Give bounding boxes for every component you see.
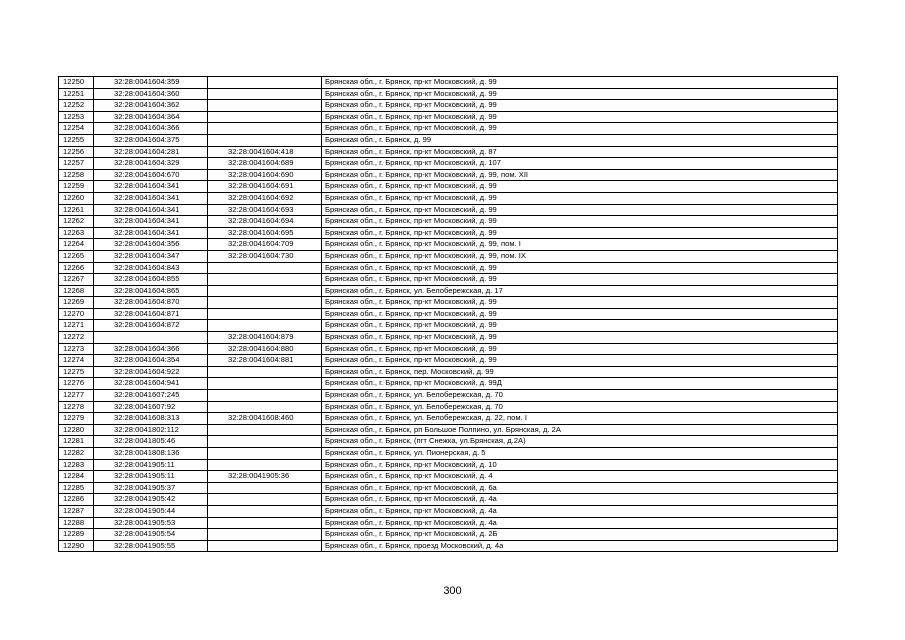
cadastral-number-cell: 32:28:0041802:112	[94, 424, 208, 436]
linked-cadastral-number-cell: 32:28:0041604:691	[208, 181, 322, 193]
row-number-cell: 12258	[59, 169, 94, 181]
address-cell: Брянская обл., г. Брянск, пр-кт Московский, д. 99	[322, 100, 838, 112]
table-row	[59, 401, 838, 413]
linked-cadastral-number-cell	[208, 517, 322, 529]
address-cell: Брянская обл., г. Брянск, пр-кт Московский, д. 99	[322, 308, 838, 320]
row-number-cell: 12256	[59, 146, 94, 158]
row-number-cell: 12262	[59, 216, 94, 228]
row-number-cell: 12272	[59, 332, 94, 344]
linked-cadastral-number-cell	[208, 123, 322, 135]
linked-cadastral-number-cell	[208, 424, 322, 436]
address-cell: Брянская обл., г. Брянск, рп Большое Полпино, ул. Брянская, д. 2А	[322, 424, 838, 436]
cadastral-number-cell: 32:28:0041604:870	[94, 297, 208, 309]
row-number-cell: 12263	[59, 227, 94, 239]
table-row	[59, 250, 838, 262]
linked-cadastral-number-cell	[208, 540, 322, 552]
address-cell: Брянская обл., г. Брянск, пр-кт Московский, д. 4а	[322, 505, 838, 517]
cadastral-number-cell: 32:28:0041604:360	[94, 88, 208, 100]
row-number-cell: 12285	[59, 482, 94, 494]
linked-cadastral-number-cell	[208, 308, 322, 320]
cadastral-number-cell: 32:28:0041604:922	[94, 366, 208, 378]
row-number-cell: 12289	[59, 529, 94, 541]
cadastral-number-cell: 32:28:0041604:843	[94, 262, 208, 274]
cadastral-number-cell: 32:28:0041604:670	[94, 169, 208, 181]
address-cell: Брянская обл., г. Брянск, (пгт Снежка, ул.Брянская, д.2А)	[322, 436, 838, 448]
table-row	[59, 332, 838, 344]
address-cell: Брянская обл., г. Брянск, ул. Белобережская, д. 22, пом. I	[322, 413, 838, 425]
register-table-body	[59, 77, 838, 552]
address-cell: Брянская обл., г. Брянск, пр-кт Московский, д. 4а	[322, 494, 838, 506]
linked-cadastral-number-cell	[208, 401, 322, 413]
address-cell: Брянская обл., г. Брянск, ул. Белобережская, д. 70	[322, 401, 838, 413]
row-number-cell: 12257	[59, 158, 94, 170]
address-cell: Брянская обл., г. Брянск, пр-кт Московский, д. 99	[322, 355, 838, 367]
table-row	[59, 285, 838, 297]
linked-cadastral-number-cell	[208, 77, 322, 89]
cadastral-number-cell: 32:28:0041604:341	[94, 204, 208, 216]
linked-cadastral-number-cell	[208, 482, 322, 494]
row-number-cell: 12287	[59, 505, 94, 517]
table-row	[59, 134, 838, 146]
table-row	[59, 378, 838, 390]
table-row	[59, 413, 838, 425]
linked-cadastral-number-cell: 32:28:0041604:693	[208, 204, 322, 216]
linked-cadastral-number-cell	[208, 297, 322, 309]
address-cell: Брянская обл., г. Брянск, пр-кт Московский, д. 99	[322, 192, 838, 204]
address-cell: Брянская обл., г. Брянск, пр-кт Московский, д. 99	[322, 227, 838, 239]
page-number: 300	[443, 585, 462, 597]
address-cell: Брянская обл., г. Брянск, пр-кт Московский, д. 99	[322, 332, 838, 344]
linked-cadastral-number-cell: 32:28:0041604:879	[208, 332, 322, 344]
table-row	[59, 123, 838, 135]
linked-cadastral-number-cell	[208, 262, 322, 274]
table-row	[59, 181, 838, 193]
table-row	[59, 227, 838, 239]
linked-cadastral-number-cell	[208, 448, 322, 460]
cadastral-number-cell: 32:28:0041604:329	[94, 158, 208, 170]
cadastral-number-cell: 32:28:0041604:871	[94, 308, 208, 320]
row-number-cell: 12265	[59, 250, 94, 262]
address-cell: Брянская обл., г. Брянск, пр-кт Московский, д. 99	[322, 123, 838, 135]
address-cell: Брянская обл., г. Брянск, пр-кт Московский, д. 107	[322, 158, 838, 170]
linked-cadastral-number-cell	[208, 285, 322, 297]
cadastral-number-cell: 32:28:0041805:46	[94, 436, 208, 448]
table-row	[59, 529, 838, 541]
address-cell: Брянская обл., г. Брянск, пр-кт Московский, д. 99	[322, 297, 838, 309]
linked-cadastral-number-cell: 32:28:0041604:692	[208, 192, 322, 204]
row-number-cell: 12276	[59, 378, 94, 390]
linked-cadastral-number-cell: 32:28:0041604:689	[208, 158, 322, 170]
row-number-cell: 12277	[59, 390, 94, 402]
table-row	[59, 355, 838, 367]
address-cell: Брянская обл., г. Брянск, ул. Белобережская, д. 17	[322, 285, 838, 297]
table-row	[59, 169, 838, 181]
row-number-cell: 12281	[59, 436, 94, 448]
cadastral-number-cell: 32:28:0041905:44	[94, 505, 208, 517]
cadastral-number-cell: 32:28:0041604:366	[94, 343, 208, 355]
linked-cadastral-number-cell	[208, 100, 322, 112]
cadastral-number-cell: 32:28:0041905:42	[94, 494, 208, 506]
address-cell: Брянская обл., г. Брянск, пр-кт Московский, д. 99	[322, 88, 838, 100]
cadastral-number-cell: 32:28:0041604:341	[94, 192, 208, 204]
linked-cadastral-number-cell: 32:28:0041608:460	[208, 413, 322, 425]
row-number-cell: 12268	[59, 285, 94, 297]
address-cell: Брянская обл., г. Брянск, пр-кт Московский, д. 99, пом. IX	[322, 250, 838, 262]
address-cell: Брянская обл., г. Брянск, пр-кт Московский, д. 99, пом. XII	[322, 169, 838, 181]
address-cell: Брянская обл., г. Брянск, пр-кт Московский, д. 4а	[322, 517, 838, 529]
linked-cadastral-number-cell	[208, 459, 322, 471]
linked-cadastral-number-cell	[208, 88, 322, 100]
table-row	[59, 366, 838, 378]
address-cell: Брянская обл., г. Брянск, пр-кт Московский, д. 99	[322, 320, 838, 332]
address-cell: Брянская обл., г. Брянск, пр-кт Московский, д. 87	[322, 146, 838, 158]
cadastral-number-cell: 32:28:0041604:341	[94, 181, 208, 193]
table-row	[59, 192, 838, 204]
row-number-cell: 12252	[59, 100, 94, 112]
cadastral-number-cell: 32:28:0041607:92	[94, 401, 208, 413]
row-number-cell: 12282	[59, 448, 94, 460]
linked-cadastral-number-cell: 32:28:0041604:881	[208, 355, 322, 367]
address-cell: Брянская обл., г. Брянск, ул. Белобережская, д. 70	[322, 390, 838, 402]
table-row	[59, 274, 838, 286]
table-row	[59, 158, 838, 170]
table-row	[59, 505, 838, 517]
linked-cadastral-number-cell: 32:28:0041604:695	[208, 227, 322, 239]
table-row	[59, 146, 838, 158]
address-cell: Брянская обл., г. Брянск, пр-кт Московский, д. 99, пом. I	[322, 239, 838, 251]
linked-cadastral-number-cell	[208, 134, 322, 146]
cadastral-number-cell: 32:28:0041905:54	[94, 529, 208, 541]
table-row	[59, 424, 838, 436]
table-row	[59, 100, 838, 112]
row-number-cell: 12264	[59, 239, 94, 251]
linked-cadastral-number-cell: 32:28:0041604:709	[208, 239, 322, 251]
row-number-cell: 12274	[59, 355, 94, 367]
address-cell: Брянская обл., г. Брянск, пер. Московский, д. 99	[322, 366, 838, 378]
row-number-cell: 12266	[59, 262, 94, 274]
address-cell: Брянская обл., г. Брянск, пр-кт Московский, д. 99	[322, 77, 838, 89]
table-row	[59, 471, 838, 483]
cadastral-number-cell: 32:28:0041604:347	[94, 250, 208, 262]
table-row	[59, 308, 838, 320]
cadastral-number-cell: 32:28:0041604:341	[94, 216, 208, 228]
cadastral-number-cell: 32:28:0041608:313	[94, 413, 208, 425]
cadastral-number-cell	[94, 332, 208, 344]
cadastral-number-cell: 32:28:0041905:53	[94, 517, 208, 529]
cadastral-number-cell: 32:28:0041604:354	[94, 355, 208, 367]
linked-cadastral-number-cell	[208, 274, 322, 286]
linked-cadastral-number-cell	[208, 494, 322, 506]
cadastral-number-cell: 32:28:0041604:281	[94, 146, 208, 158]
table-row	[59, 459, 838, 471]
address-cell: Брянская обл., г. Брянск, пр-кт Московский, д. 99	[322, 181, 838, 193]
cadastral-number-cell: 32:28:0041905:11	[94, 459, 208, 471]
row-number-cell: 12278	[59, 401, 94, 413]
row-number-cell: 12269	[59, 297, 94, 309]
table-row	[59, 77, 838, 89]
row-number-cell: 12251	[59, 88, 94, 100]
row-number-cell: 12254	[59, 123, 94, 135]
table-row	[59, 343, 838, 355]
row-number-cell: 12253	[59, 111, 94, 123]
cadastral-number-cell: 32:28:0041604:341	[94, 227, 208, 239]
cadastral-number-cell: 32:28:0041905:55	[94, 540, 208, 552]
table-row	[59, 494, 838, 506]
row-number-cell: 12260	[59, 192, 94, 204]
table-row	[59, 239, 838, 251]
cadastral-number-cell: 32:28:0041604:366	[94, 123, 208, 135]
cadastral-number-cell: 32:28:0041604:872	[94, 320, 208, 332]
table-row	[59, 111, 838, 123]
table-row	[59, 540, 838, 552]
linked-cadastral-number-cell	[208, 378, 322, 390]
table-row	[59, 436, 838, 448]
cadastral-number-cell: 32:28:0041604:359	[94, 77, 208, 89]
linked-cadastral-number-cell: 32:28:0041604:690	[208, 169, 322, 181]
table-row	[59, 448, 838, 460]
row-number-cell: 12288	[59, 517, 94, 529]
table-row	[59, 262, 838, 274]
address-cell: Брянская обл., г. Брянск, пр-кт Московский, д. 99	[322, 262, 838, 274]
register-table	[58, 76, 838, 552]
address-cell: Брянская обл., г. Брянск, пр-кт Московский, д. 99	[322, 204, 838, 216]
address-cell: Брянская обл., г. Брянск, пр-кт Московский, д. 99Д	[322, 378, 838, 390]
linked-cadastral-number-cell	[208, 366, 322, 378]
address-cell: Брянская обл., г. Брянск, пр-кт Московский, д. 4	[322, 471, 838, 483]
cadastral-number-cell: 32:28:0041604:362	[94, 100, 208, 112]
cadastral-number-cell: 32:28:0041905:11	[94, 471, 208, 483]
row-number-cell: 12261	[59, 204, 94, 216]
row-number-cell: 12255	[59, 134, 94, 146]
cadastral-number-cell: 32:28:0041604:375	[94, 134, 208, 146]
linked-cadastral-number-cell	[208, 436, 322, 448]
row-number-cell: 12270	[59, 308, 94, 320]
table-row	[59, 216, 838, 228]
linked-cadastral-number-cell	[208, 320, 322, 332]
address-cell: Брянская обл., г. Брянск, пр-кт Московский, д. 99	[322, 343, 838, 355]
linked-cadastral-number-cell	[208, 505, 322, 517]
table-row	[59, 204, 838, 216]
address-cell: Брянская обл., г. Брянск, пр-кт Московский, д. 6а	[322, 482, 838, 494]
row-number-cell: 12280	[59, 424, 94, 436]
linked-cadastral-number-cell	[208, 111, 322, 123]
cadastral-number-cell: 32:28:0041604:941	[94, 378, 208, 390]
row-number-cell: 12267	[59, 274, 94, 286]
cadastral-number-cell: 32:28:0041808:136	[94, 448, 208, 460]
linked-cadastral-number-cell: 32:28:0041604:694	[208, 216, 322, 228]
table-row	[59, 390, 838, 402]
linked-cadastral-number-cell	[208, 390, 322, 402]
cadastral-number-cell: 32:28:0041905:37	[94, 482, 208, 494]
row-number-cell: 12283	[59, 459, 94, 471]
address-cell: Брянская обл., г. Брянск, д. 99	[322, 134, 838, 146]
address-cell: Брянская обл., г. Брянск, пр-кт Московский, д. 2Б	[322, 529, 838, 541]
table-row	[59, 517, 838, 529]
row-number-cell: 12271	[59, 320, 94, 332]
row-number-cell: 12279	[59, 413, 94, 425]
row-number-cell: 12259	[59, 181, 94, 193]
row-number-cell: 12284	[59, 471, 94, 483]
table-row	[59, 482, 838, 494]
row-number-cell: 12273	[59, 343, 94, 355]
address-cell: Брянская обл., г. Брянск, пр-кт Московский, д. 99	[322, 111, 838, 123]
table-row	[59, 88, 838, 100]
row-number-cell: 12275	[59, 366, 94, 378]
cadastral-number-cell: 32:28:0041607:245	[94, 390, 208, 402]
row-number-cell: 12290	[59, 540, 94, 552]
linked-cadastral-number-cell	[208, 529, 322, 541]
address-cell: Брянская обл., г. Брянск, проезд Московский, д. 4а	[322, 540, 838, 552]
cadastral-number-cell: 32:28:0041604:855	[94, 274, 208, 286]
address-cell: Брянская обл., г. Брянск, пр-кт Московский, д. 10	[322, 459, 838, 471]
cadastral-number-cell: 32:28:0041604:865	[94, 285, 208, 297]
cadastral-number-cell: 32:28:0041604:356	[94, 239, 208, 251]
linked-cadastral-number-cell: 32:28:0041905:36	[208, 471, 322, 483]
address-cell: Брянская обл., г. Брянск, ул. Пионерская, д. 5	[322, 448, 838, 460]
linked-cadastral-number-cell: 32:28:0041604:880	[208, 343, 322, 355]
row-number-cell: 12250	[59, 77, 94, 89]
table-row	[59, 297, 838, 309]
address-cell: Брянская обл., г. Брянск, пр-кт Московский, д. 99	[322, 216, 838, 228]
linked-cadastral-number-cell: 32:28:0041604:730	[208, 250, 322, 262]
cadastral-number-cell: 32:28:0041604:364	[94, 111, 208, 123]
row-number-cell: 12286	[59, 494, 94, 506]
address-cell: Брянская обл., г. Брянск, пр-кт Московский, д. 99	[322, 274, 838, 286]
linked-cadastral-number-cell: 32:28:0041604:418	[208, 146, 322, 158]
table-row	[59, 320, 838, 332]
